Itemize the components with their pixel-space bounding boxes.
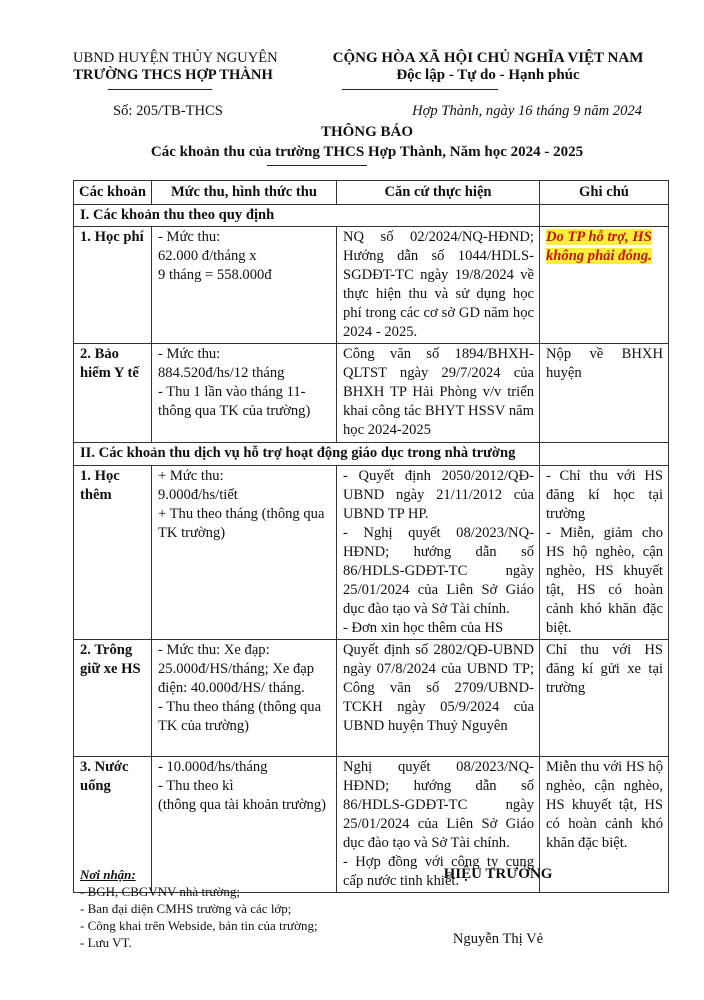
fee-cell <box>152 344 337 443</box>
fee-cell <box>152 227 337 344</box>
fee-line: + Mức thu: <box>158 468 224 484</box>
note-cell <box>540 344 669 443</box>
table-row <box>74 227 669 344</box>
basis-line: Nghị quyết 08/2023/NQ-HĐND; hướng dẫn số 86/HDLS-GDĐT-TC ngày 25/01/2024 của Liên Sở Giáo dục đào tạo và Sở Tài chính. <box>343 759 534 851</box>
signer-title: HIỆU TRƯỞNG <box>443 866 553 882</box>
section-row <box>74 443 669 466</box>
fees-table <box>73 180 669 893</box>
section-note-cell <box>540 443 669 466</box>
note-line: Miễn thu với HS hộ nghèo, cận nghèo, HS khuyết tật, HS có hoàn cảnh khó khăn đặc biệt. <box>546 759 663 851</box>
signer-name: Nguyễn Thị Vẻ <box>452 931 544 947</box>
recipient-item: - Ban đại diện CMHS trường và các lớp; <box>80 901 292 916</box>
column-header: Ghi chú <box>540 181 669 205</box>
column-header: Căn cứ thực hiện <box>337 181 540 205</box>
fee-cell <box>152 757 337 893</box>
basis-line: - Nghị quyết 08/2023/NQ-HĐND; hướng dẫn số 86/HDLS-GDĐT-TC ngày 25/01/2024 của Liên Sở Giáo dục đào tạo và Sở Tài chính. <box>343 525 534 617</box>
column-header: Các khoản <box>74 181 152 205</box>
basis-line: - Hợp đồng với công ty cung cấp nước tinh khiết. <box>343 854 534 889</box>
note-line: Do TP hỗ trợ, HS không phải đóng. <box>546 229 652 264</box>
item-name-cell <box>74 227 152 344</box>
fee-line: - Thu theo tháng (thông qua TK của trường) <box>158 699 322 734</box>
basis-cell <box>337 466 540 640</box>
basis-line: - Quyết định 2050/2012/QĐ-UBND ngày 21/11/2012 của UBND TP HP. <box>343 468 534 522</box>
table-row <box>74 466 669 640</box>
section-title: I. Các khoản thu theo quy định <box>74 205 540 227</box>
motto: Độc lập - Tự do - Hạnh phúc <box>396 67 580 83</box>
note-cell <box>540 466 669 640</box>
section-note-cell <box>540 205 669 227</box>
basis-cell <box>337 640 540 757</box>
item-name: 3. Nước uống <box>80 759 129 794</box>
table-row <box>74 640 669 757</box>
agency-name: UBND HUYỆN THỦY NGUYÊN <box>73 50 278 66</box>
place-date: Hợp Thành, ngày 16 tháng 9 năm 2024 <box>412 103 642 119</box>
basis-line: - Đơn xin học thêm của HS <box>343 620 504 636</box>
section-row <box>74 205 669 227</box>
basis-line: Quyết định số 2802/QĐ-UBND ngày 07/8/2024 của UBND TP; Công văn số 2709/UBND-TCKH ngày 05/9/2024 của UBND huyện Thuỷ Nguyên <box>343 642 534 734</box>
note-cell <box>540 640 669 757</box>
basis-line: NQ số 02/2024/NQ-HĐND; Hướng dẫn số 1044/HDLS-SGDĐT-TC ngày 19/8/2024 về thực hiện thu và sử dụng học phí trong các cơ sở GD năm học 2024 - 2025. <box>343 229 534 340</box>
basis-line: Công văn số 1894/BHXH-QLTST ngày 29/7/2024 của BHXH TP Hải Phòng v/v triển khai công tác BHYT HSSV năm học 2024-2025 <box>343 346 534 438</box>
fee-line: 884.520đ/hs/12 tháng <box>158 365 285 381</box>
column-header: Mức thu, hình thức thu <box>152 181 337 205</box>
divider <box>342 89 498 90</box>
fee-line: - Mức thu: <box>158 229 221 245</box>
fee-line: (thông qua tài khoản trường) <box>158 797 327 813</box>
recipient-item: - BGH, CBGVNV nhà trường; <box>80 884 240 899</box>
school-name: TRƯỜNG THCS HỢP THÀNH <box>73 67 273 83</box>
item-name-cell <box>74 466 152 640</box>
table-row <box>74 344 669 443</box>
item-name: 1. Học thêm <box>80 468 120 503</box>
divider <box>267 165 367 166</box>
fee-line: 9 tháng = 558.000đ <box>158 267 272 283</box>
section-title: II. Các khoản thu dịch vụ hỗ trợ hoạt động giáo dục trong nhà trường <box>74 443 540 466</box>
recipients-label: Nơi nhận: <box>80 867 136 882</box>
recipient-item: - Công khai trên Webside, bản tin của trường; <box>80 918 318 933</box>
fee-line: - Mức thu: <box>158 346 221 362</box>
recipient-item: - Lưu VT. <box>80 935 132 950</box>
fee-line: 62.000 đ/tháng x <box>158 248 257 264</box>
item-name-cell <box>74 640 152 757</box>
fee-line: - Thu 1 lần vào tháng 11- thông qua TK của trường) <box>158 384 311 419</box>
fee-cell <box>152 640 337 757</box>
fee-line: - 10.000đ/hs/tháng <box>158 759 268 775</box>
table-header-row <box>74 181 669 205</box>
fee-line: 9.000đ/hs/tiết <box>158 487 238 503</box>
divider <box>108 89 212 90</box>
fee-line: + Thu theo tháng (thông qua TK trường) <box>158 506 325 541</box>
basis-cell <box>337 227 540 344</box>
item-name: 2. Bảo hiểm Y tế <box>80 346 139 381</box>
note-line: - Miễn, giảm cho HS hộ nghèo, cận nghèo, HS khuyết tật, HS có hoàn cảnh khó khăn đặc biệt. <box>546 525 663 636</box>
item-name: 1. Học phí <box>80 229 144 245</box>
fee-line: - Thu theo kì <box>158 778 234 794</box>
recipients-list <box>80 883 318 951</box>
note-line: - Chỉ thu với HS đăng kí học tại trường <box>546 468 663 522</box>
note-line: Nộp về BHXH huyện <box>546 346 663 381</box>
item-name: 2. Trông giữ xe HS <box>80 642 141 677</box>
basis-cell <box>337 344 540 443</box>
document-title: THÔNG BÁO <box>320 124 414 140</box>
item-name-cell <box>74 344 152 443</box>
country-name: CỘNG HÒA XÃ HỘI CHỦ NGHĨA VIỆT NAM <box>332 50 644 66</box>
note-cell <box>540 227 669 344</box>
document-number: Số: 205/TB-THCS <box>113 103 223 119</box>
fee-line: - Mức thu: Xe đạp: 25.000đ/HS/tháng; Xe đạp điện: 40.000đ/HS/ tháng. <box>158 642 315 696</box>
note-line: Chỉ thu với HS đăng kí gửi xe tại trường <box>546 642 663 696</box>
fee-cell <box>152 466 337 640</box>
document-subtitle: Các khoản thu của trường THCS Hợp Thành, Năm học 2024 - 2025 <box>150 144 584 160</box>
